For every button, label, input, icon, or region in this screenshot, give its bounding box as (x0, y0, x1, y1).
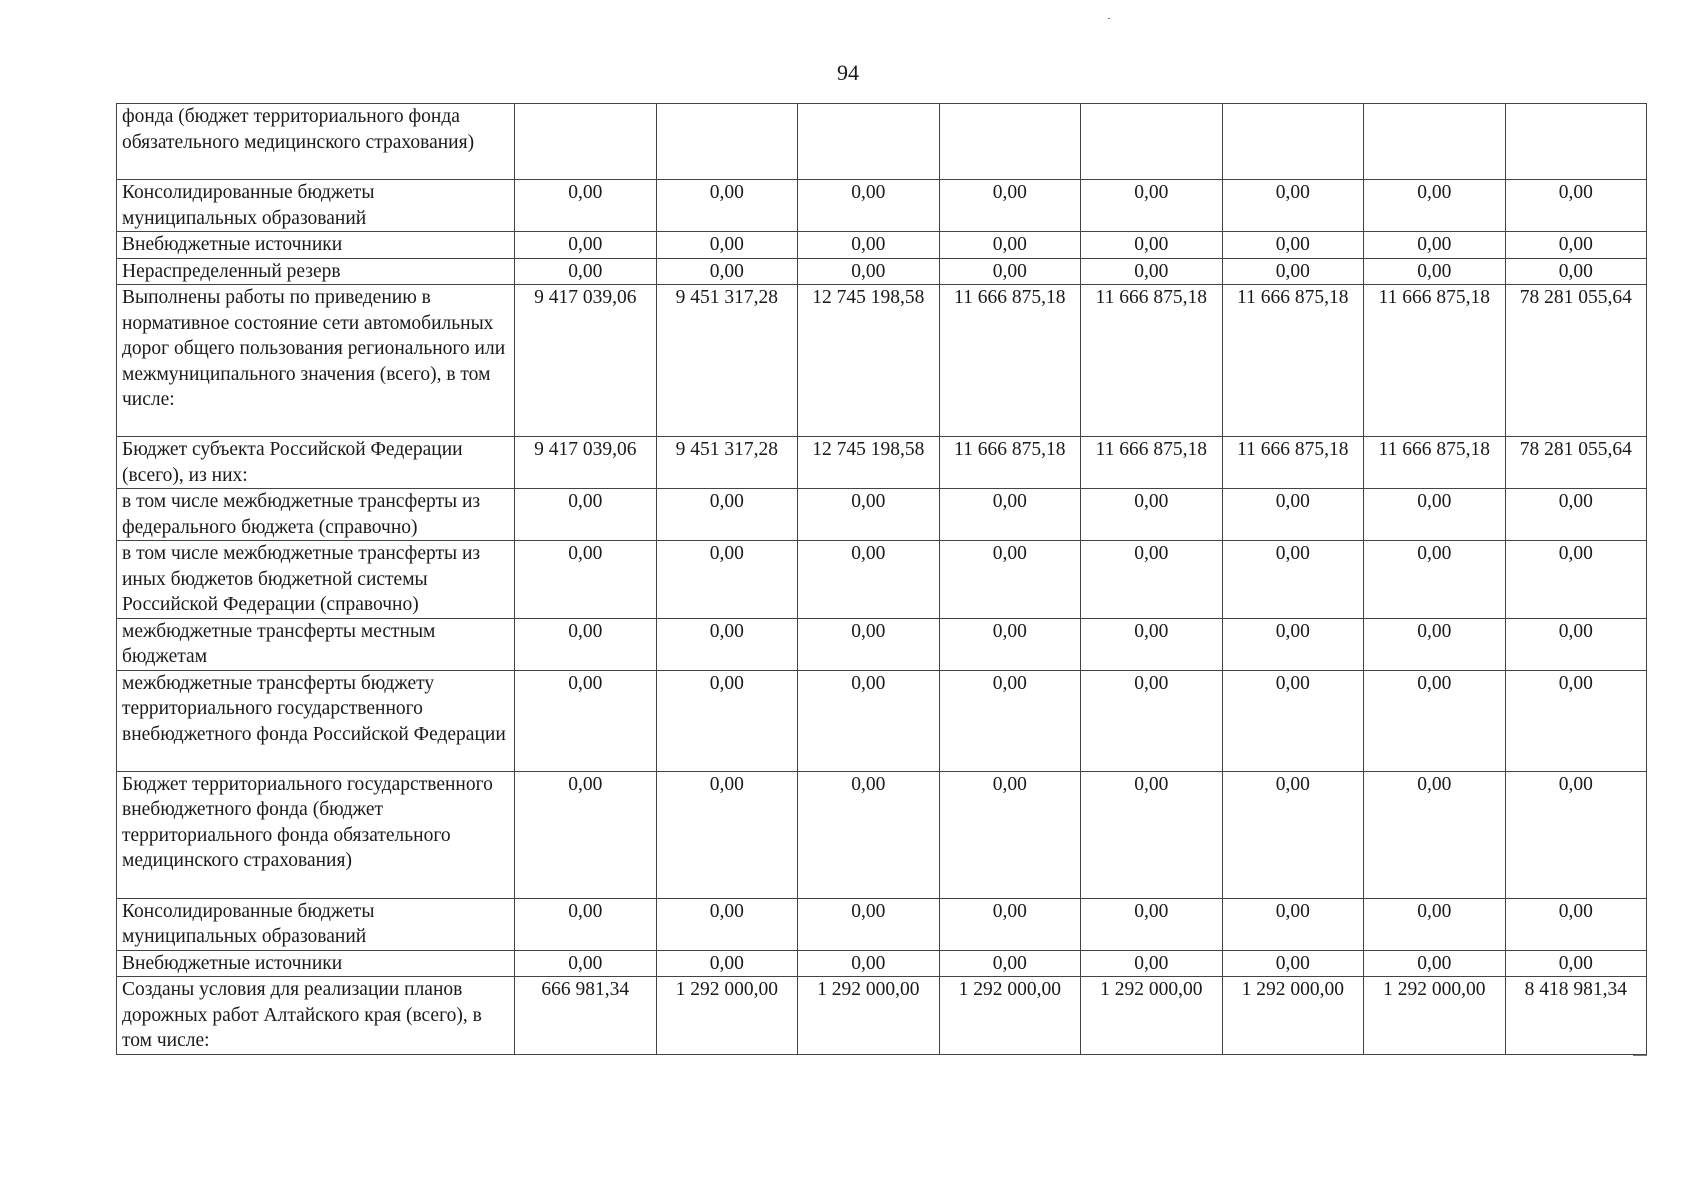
value-cell: 0,00 (656, 771, 798, 898)
table-row (117, 771, 1647, 898)
value-cell (939, 104, 1081, 180)
value-cell: 0,00 (656, 232, 798, 259)
value-cell: 0,00 (1505, 232, 1647, 259)
value-cell: 0,00 (798, 771, 940, 898)
table-row (117, 232, 1647, 259)
value-cell: 0,00 (1081, 670, 1223, 771)
value-cell (656, 104, 798, 180)
value-cell: 0,00 (1505, 950, 1647, 977)
value-cell: 0,00 (515, 898, 657, 950)
table-row (117, 670, 1647, 771)
value-cell: 0,00 (1505, 258, 1647, 285)
value-cell: 9 417 039,06 (515, 437, 657, 489)
value-cell: 0,00 (656, 670, 798, 771)
value-cell: 0,00 (656, 618, 798, 670)
value-cell: 9 451 317,28 (656, 285, 798, 437)
value-cell: 0,00 (939, 258, 1081, 285)
value-cell: 0,00 (515, 258, 657, 285)
value-cell: 11 666 875,18 (1364, 285, 1506, 437)
value-cell: 0,00 (1222, 950, 1364, 977)
value-cell: 1 292 000,00 (1222, 977, 1364, 1055)
row-label: в том числе межбюджетные трансферты из иных бюджетов бюджетной системы Российской Федерации (справочно) (117, 541, 515, 619)
value-cell: 0,00 (1505, 618, 1647, 670)
value-cell: 0,00 (1222, 670, 1364, 771)
value-cell: 0,00 (1364, 898, 1506, 950)
value-cell: 78 281 055,64 (1505, 285, 1647, 437)
value-cell: 0,00 (1364, 541, 1506, 619)
value-cell: 0,00 (515, 541, 657, 619)
value-cell: 666 981,34 (515, 977, 657, 1055)
value-cell: 0,00 (515, 771, 657, 898)
table-row (117, 618, 1647, 670)
value-cell: 0,00 (1222, 258, 1364, 285)
value-cell: 0,00 (1505, 670, 1647, 771)
value-cell (1505, 104, 1647, 180)
value-cell: 0,00 (939, 771, 1081, 898)
value-cell: 0,00 (1364, 618, 1506, 670)
value-cell: 0,00 (1364, 258, 1506, 285)
value-cell: 9 451 317,28 (656, 437, 798, 489)
table-row (117, 180, 1647, 232)
value-cell (798, 104, 940, 180)
row-label: Консолидированные бюджеты муниципальных образований (117, 180, 515, 232)
value-cell: 0,00 (1364, 670, 1506, 771)
page-number: 94 (837, 60, 859, 85)
value-cell: 0,00 (939, 489, 1081, 541)
value-cell: 0,00 (798, 898, 940, 950)
value-cell: 1 292 000,00 (1364, 977, 1506, 1055)
value-cell: 0,00 (1505, 489, 1647, 541)
value-cell (1081, 104, 1223, 180)
value-cell: 0,00 (1364, 232, 1506, 259)
value-cell: 0,00 (939, 898, 1081, 950)
value-cell: 0,00 (1222, 180, 1364, 232)
value-cell: 11 666 875,18 (939, 437, 1081, 489)
value-cell: 0,00 (656, 258, 798, 285)
value-cell: 0,00 (1081, 180, 1223, 232)
value-cell (1222, 104, 1364, 180)
value-cell: 11 666 875,18 (1364, 437, 1506, 489)
value-cell: 0,00 (1081, 489, 1223, 541)
value-cell: 0,00 (1222, 541, 1364, 619)
value-cell: 0,00 (798, 950, 940, 977)
value-cell: 0,00 (656, 950, 798, 977)
row-label: межбюджетные трансферты местным бюджетам (117, 618, 515, 670)
value-cell: 0,00 (1222, 898, 1364, 950)
value-cell: 0,00 (1081, 950, 1223, 977)
table-row (117, 258, 1647, 285)
scan-mark (1108, 18, 1110, 19)
value-cell: 0,00 (1364, 489, 1506, 541)
value-cell: 0,00 (1364, 771, 1506, 898)
value-cell: 0,00 (798, 232, 940, 259)
value-cell: 11 666 875,18 (1081, 437, 1223, 489)
value-cell: 0,00 (939, 232, 1081, 259)
table-row (117, 437, 1647, 489)
row-label: Нераспределенный резерв (117, 258, 515, 285)
table-row (117, 977, 1647, 1055)
value-cell: 1 292 000,00 (1081, 977, 1223, 1055)
value-cell: 1 292 000,00 (939, 977, 1081, 1055)
value-cell: 0,00 (798, 258, 940, 285)
value-cell: 0,00 (1222, 489, 1364, 541)
value-cell: 0,00 (798, 541, 940, 619)
value-cell (515, 104, 657, 180)
value-cell: 12 745 198,58 (798, 285, 940, 437)
value-cell: 0,00 (798, 670, 940, 771)
value-cell: 0,00 (656, 489, 798, 541)
table-row (117, 898, 1647, 950)
value-cell: 12 745 198,58 (798, 437, 940, 489)
value-cell: 9 417 039,06 (515, 285, 657, 437)
value-cell: 0,00 (1081, 232, 1223, 259)
value-cell: 0,00 (515, 489, 657, 541)
value-cell: 0,00 (1222, 232, 1364, 259)
value-cell: 0,00 (1222, 618, 1364, 670)
value-cell: 11 666 875,18 (1222, 285, 1364, 437)
value-cell: 0,00 (1222, 771, 1364, 898)
row-label: Выполнены работы по приведению в нормативное состояние сети автомобильных дорог общего пользования регионального или межмуниципального значения (всего), в том числе: (117, 285, 515, 437)
value-cell: 11 666 875,18 (1222, 437, 1364, 489)
value-cell: 8 418 981,34 (1505, 977, 1647, 1055)
value-cell: 0,00 (939, 670, 1081, 771)
row-label: Консолидированные бюджеты муниципальных образований (117, 898, 515, 950)
value-cell: 0,00 (1364, 950, 1506, 977)
table-row (117, 489, 1647, 541)
row-label: Созданы условия для реализации планов дорожных работ Алтайского края (всего), в том числе: (117, 977, 515, 1055)
value-cell: 0,00 (1505, 180, 1647, 232)
budget-table-body (117, 104, 1647, 1055)
value-cell: 0,00 (1505, 898, 1647, 950)
value-cell: 0,00 (656, 898, 798, 950)
value-cell: 0,00 (515, 670, 657, 771)
value-cell (1364, 104, 1506, 180)
value-cell: 0,00 (939, 950, 1081, 977)
value-cell: 0,00 (1081, 258, 1223, 285)
row-label: в том числе межбюджетные трансферты из федерального бюджета (справочно) (117, 489, 515, 541)
value-cell: 0,00 (1081, 618, 1223, 670)
row-label: Внебюджетные источники (117, 232, 515, 259)
row-label: Бюджет территориального государственного внебюджетного фонда (бюджет территориального фонда обязательного медицинского страхования) (117, 771, 515, 898)
row-label: Бюджет субъекта Российской Федерации (всего), из них: (117, 437, 515, 489)
value-cell: 0,00 (515, 618, 657, 670)
value-cell: 0,00 (1505, 541, 1647, 619)
value-cell: 0,00 (1081, 541, 1223, 619)
row-label: фонда (бюджет территориального фонда обязательного медицинского страхования) (117, 104, 515, 180)
value-cell: 0,00 (1364, 180, 1506, 232)
budget-table (116, 103, 1647, 1055)
scan-mark (1633, 1055, 1647, 1056)
value-cell: 0,00 (939, 618, 1081, 670)
value-cell: 0,00 (1505, 771, 1647, 898)
value-cell: 0,00 (515, 180, 657, 232)
value-cell: 0,00 (1081, 898, 1223, 950)
value-cell: 0,00 (656, 180, 798, 232)
value-cell: 0,00 (656, 541, 798, 619)
value-cell: 0,00 (798, 489, 940, 541)
table-row (117, 950, 1647, 977)
value-cell: 0,00 (1081, 771, 1223, 898)
value-cell: 0,00 (798, 618, 940, 670)
table-row (117, 541, 1647, 619)
value-cell: 0,00 (798, 180, 940, 232)
value-cell: 0,00 (515, 232, 657, 259)
value-cell: 0,00 (515, 950, 657, 977)
table-row (117, 104, 1647, 180)
row-label: межбюджетные трансферты бюджету территориального государственного внебюджетного фонда Российской Федерации (117, 670, 515, 771)
table-row (117, 285, 1647, 437)
value-cell: 1 292 000,00 (656, 977, 798, 1055)
value-cell: 1 292 000,00 (798, 977, 940, 1055)
row-label: Внебюджетные источники (117, 950, 515, 977)
value-cell: 0,00 (939, 180, 1081, 232)
value-cell: 78 281 055,64 (1505, 437, 1647, 489)
value-cell: 11 666 875,18 (1081, 285, 1223, 437)
value-cell: 0,00 (939, 541, 1081, 619)
value-cell: 11 666 875,18 (939, 285, 1081, 437)
